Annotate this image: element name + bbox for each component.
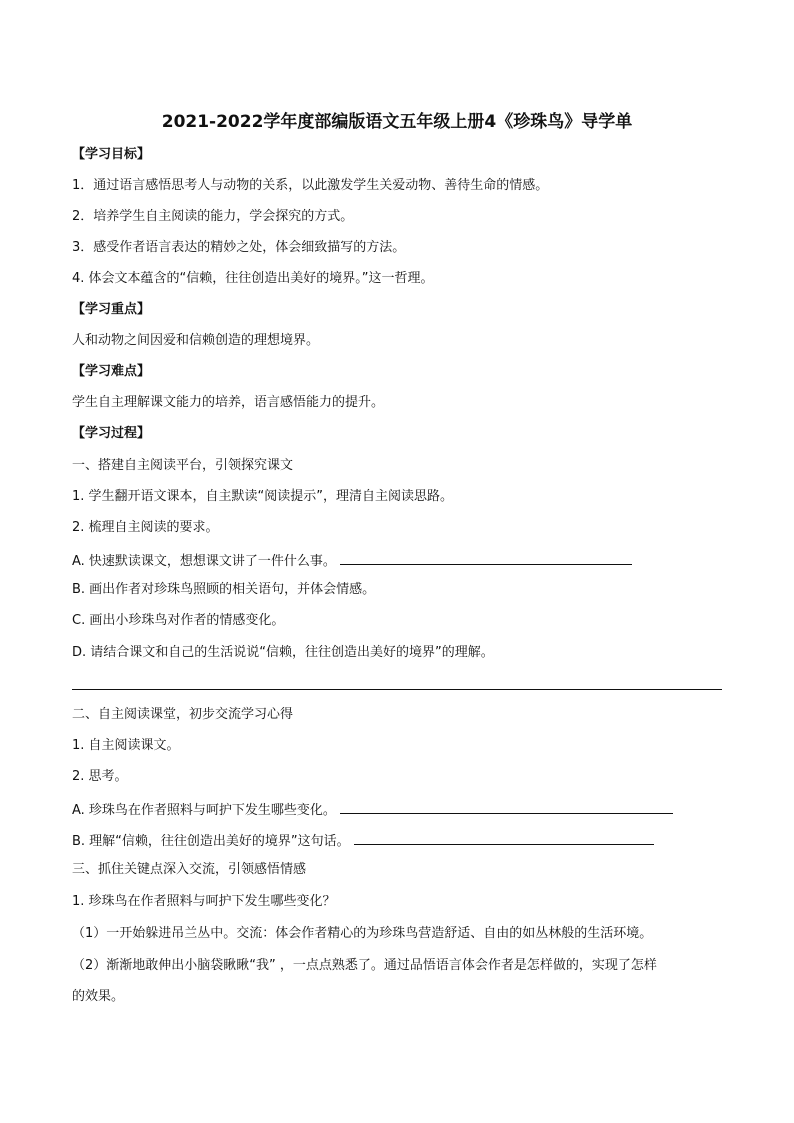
part1-item-1: 1. 学生翻开语文课本，自主默读“阅读提示”，理清自主阅读思路。 [72,489,454,504]
part2-item-b-text: B. 理解“信赖，往往创造出美好的境界”这句话。 [72,834,350,849]
document-title: 2021-2022学年度部编版语文五年级上册4《珍珠鸟》导学单 [161,112,633,132]
key-text: 人和动物之间因爱和信赖创造的理想境界。 [72,333,320,348]
goal-item-4: 4. 体会文本蕴含的“信赖，往往创造出美好的境界。”这一哲理。 [72,271,434,286]
difficulty-text: 学生自主理解课文能力的培养，语言感悟能力的提升。 [72,395,385,410]
difficulty-heading: 【学习难点】 [72,364,151,379]
part1-item-2: 2. 梳理自主阅读的要求。 [72,520,219,535]
part3-item-1-2-cont: 的效果。 [72,989,125,1004]
part2-item-1: 1. 自主阅读课文。 [72,738,180,753]
goal-item-2: 2．培养学生自主阅读的能力，学会探究的方式。 [72,209,354,224]
part2-item-2: 2. 思考。 [72,769,128,784]
key-heading: 【学习重点】 [72,302,151,317]
part2-item-a-text: A. 珍珠鸟在作者照料与呵护下发生哪些变化。 [72,803,336,818]
answer-blank-a[interactable] [340,550,632,565]
answer-blank-d[interactable] [72,689,722,690]
part3-item-1: 1. 珍珠鸟在作者照料与呵护下发生哪些变化？ [72,894,336,909]
part1-item-a [72,550,632,571]
part2-heading: 二、自主阅读课堂，初步交流学习心得 [72,707,294,722]
part1-item-d: D. 请结合课文和自己的生活说说“信赖，往往创造出美好的境界”的理解。 [72,645,494,660]
answer-blank-2a[interactable] [340,799,673,814]
part3-item-1-1: （1）一开始躲进吊兰丛中。交流：体会作者精心的为珍珠鸟营造舒适、自由的如丛林般的生活环境。 [72,926,653,941]
goals-heading: 【学习目标】 [72,147,151,162]
part1-item-c: C. 画出小珍珠鸟对作者的情感变化。 [72,613,285,628]
process-heading: 【学习过程】 [72,426,151,441]
part2-item-b [72,830,654,851]
part1-item-b: B. 画出作者对珍珠鸟照顾的相关语句，并体会情感。 [72,582,376,597]
goal-item-3: 3．感受作者语言表达的精妙之处，体会细致描写的方法。 [72,240,406,255]
part3-item-1-2: （2）渐渐地敢伸出小脑袋瞅瞅“我” ，一点点熟悉了。通过品悟语言体会作者是怎样做的，实现了怎样 [72,958,657,973]
part1-item-a-text: A. 快速默读课文，想想课文讲了一件什么事。 [72,554,336,569]
answer-blank-2b[interactable] [354,830,654,845]
goal-item-1: 1．通过语言感悟思考人与动物的关系，以此激发学生关爱动物、善待生命的情感。 [72,178,549,193]
part1-heading: 一、搭建自主阅读平台，引领探究课文 [72,458,294,473]
part2-item-a [72,799,673,820]
part3-heading: 三、抓住关键点深入交流，引领感悟情感 [72,862,307,877]
